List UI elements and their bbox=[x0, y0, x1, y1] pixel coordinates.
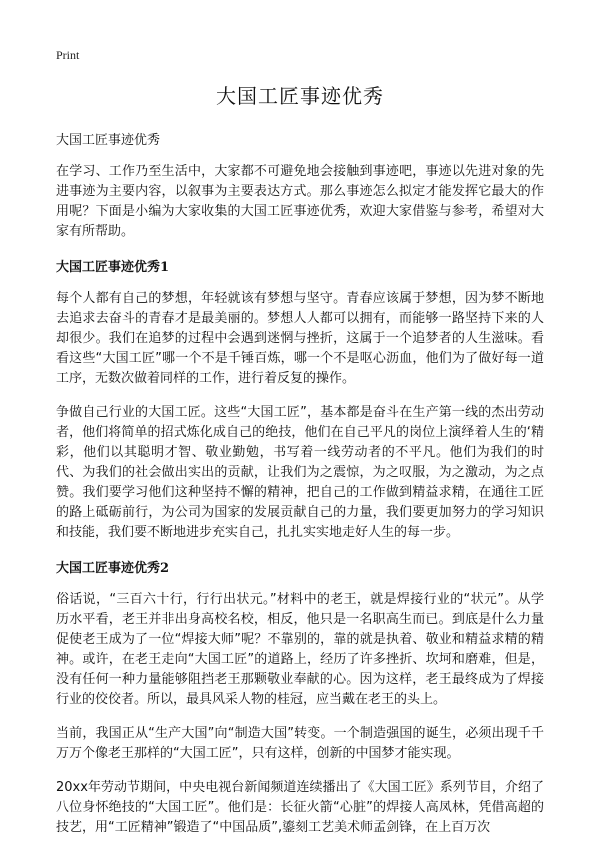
section-heading-2: 大国工匠事迹优秀2 bbox=[56, 561, 170, 576]
page-title: 大国工匠事迹优秀 bbox=[216, 84, 384, 108]
section-1-paragraph-1: 每个人都有自己的梦想，年轻就该有梦想与坚守。青春应该属于梦想，因为梦不断地去追求去奋斗的青春才是最美丽的。梦想人人都可以拥有，而能够一路坚持下来的人却很少。我们在追梦的过程中会遇到迷惘与挫折，这属于一个追梦者的人生滋味。看看这些“大国工匠”哪一个不是千锤百炼，哪一个不是呕心沥血，他们为了做好每一道工序，无数次做着同样的工作，进行着反复的操作。 bbox=[56, 291, 544, 386]
document-body bbox=[56, 80, 544, 852]
section-2-paragraph-3: 20xx年劳动节期间，中央电视台新闻频道连续播出了《大国工匠》系列节目，介绍了八位身怀绝技的“大国工匠”。他们是：长征火箭“心脏”的焊接人高凤林，凭借高超的技艺，用“工匠精神”锻造了“中国品质”,鎏刻工艺美术师孟剑锋，在上百万次 bbox=[56, 780, 544, 835]
section-2-paragraph-1: 俗话说，“三百六十行，行行出状元。”材料中的老王，就是焊接行业的“状元”。从学历水平看，老王并非出身高校名校，相反，他只是一名职高生而已。到底是什么力量促使老王成为了一位“焊接大师”呢？不靠别的，靠的就是执着、敬业和精益求精的精神。或许，在老王走向“大国工匠”的道路上，经历了许多挫折、坎坷和磨难，但是，没有任何一种力量能够阻挡老王那颗敬业奉献的心。因为这样，老王最终成为了焊接行业的佼佼者。所以，最具风采人物的桂冠，应当戴在老王的头上。 bbox=[56, 592, 544, 707]
section-2-paragraph-2: 当前，我国正从“生产大国”向“制造大国”转变。一个制造强国的诞生，必须出现千千万万个像老王那样的“大国工匠”，只有这样，创新的中国梦才能实现。 bbox=[56, 726, 544, 761]
section-1-paragraph-2: 争做自己行业的大国工匠。这些“大国工匠”，基本都是奋斗在生产第一线的杰出劳动者，他们将简单的招式炼化成自己的绝技，他们在自己平凡的岗位上演绎着人生的‘精彩，他们以其聪明才智、敬业勤勉，书写着一线劳动者的不平凡。他们为我们的时代、为我们的社会做出实出的贡献，让我们为之震惊，为之叹服，为之激动，为之点赞。我们要学习他们这种坚持不懈的精神，把自己的工作做到精益求精，在通往工匠的路上砥砺前行，为公司为国家的发展贡献自己的力量，我们要更加努力的学习知识和技能，我们要不断地进步充实自己，扎扎实实地走好人生的每一步。 bbox=[56, 405, 544, 540]
section-heading-1: 大国工匠事迹优秀1 bbox=[56, 260, 170, 275]
intro-paragraph: 在学习、工作乃至生活中，大家都不可避免地会接触到事迹吧，事迹以先进对象的先进事迹为主要内容，以叙事为主要表达方式。那么事迹怎么拟定才能发挥它最大的作用呢？下面是小编为大家收集的大国工匠事迹优秀，欢迎大家借鉴与参考，希望对大家有所帮助。 bbox=[56, 164, 544, 239]
print-link[interactable]: Print bbox=[56, 48, 80, 62]
document-subtitle: 大国工匠事迹优秀 bbox=[56, 133, 161, 148]
